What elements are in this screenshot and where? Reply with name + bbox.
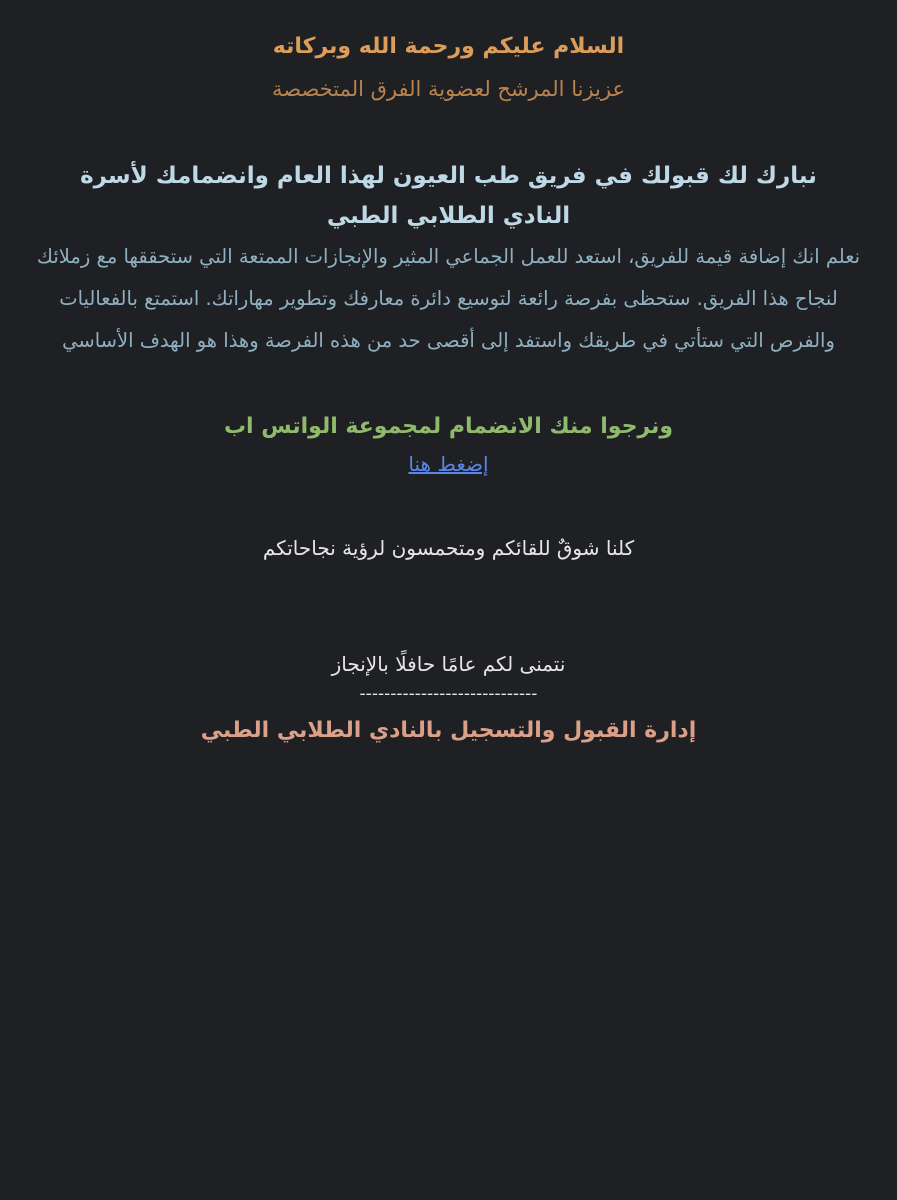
greeting-text: السلام عليكم ورحمة الله وبركاته xyxy=(272,34,625,59)
join-group-link[interactable]: إضغط هنا xyxy=(408,452,489,476)
eager-message-text: كلنا شوقٌ للقائكم ومتحمسون لرؤية نجاحاتكم xyxy=(262,536,635,560)
separator-line: ----------------------------- xyxy=(359,684,538,704)
signature-text: إدارة القبول والتسجيل بالنادي الطلابي الطبي xyxy=(200,718,697,743)
congratulations-heading: نبارك لك قبولك في فريق طب العيون لهذا العام وانضمامك لأسرة النادي الطلابي الطبي xyxy=(80,163,817,229)
salutation-text: عزيزنا المرشح لعضوية الفرق المتخصصة xyxy=(272,77,625,101)
wish-message-text: نتمنى لكم عامًا حافلًا بالإنجاز xyxy=(331,652,566,676)
whatsapp-request-text: ونرجوا منك الانضمام لمجموعة الواتس اب xyxy=(223,414,674,439)
message-paragraph: نعلم انك إضافة قيمة للفريق، استعد للعمل الجماعي المثير والإنجازات الممتعة التي ستحققها مع زملائك لنجاح هذا الفريق. ستحظى بفرصة رائعة لتوسيع دائرة معارفك وتطوير مهاراتك. استمتع بالفعاليات والفرص التي ستأتي في طريقك واستفد إلى أقصى حد من هذه الفرصة وهذا هو الهدف الأساسي xyxy=(36,245,861,352)
link-container xyxy=(30,448,867,480)
